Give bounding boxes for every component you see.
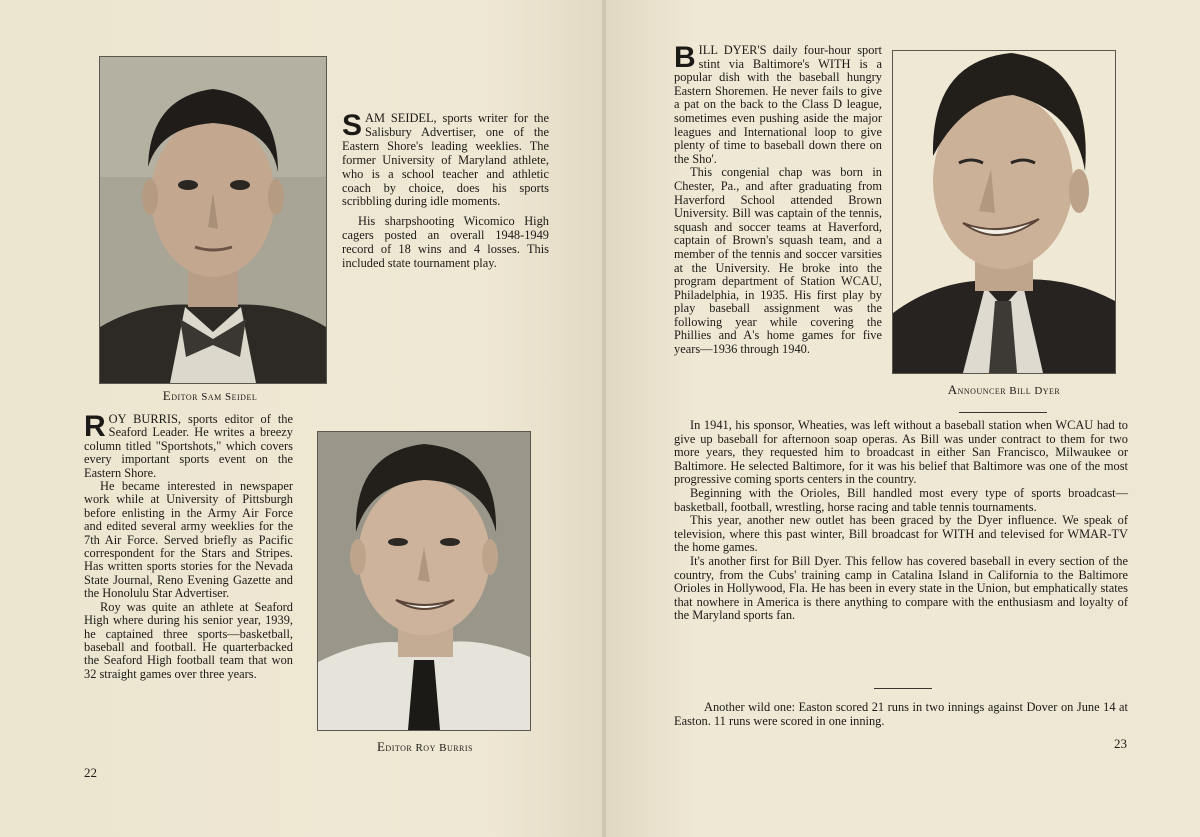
- caption-sam-seidel: Editor Sam Seidel: [162, 388, 258, 403]
- photo-roy-burris: [317, 431, 531, 731]
- dyer-para-3: In 1941, his sponsor, Wheaties, was left without a baseball station when WCAU had to give up baseball for afternoon soap operas. As Bill was under contract to them for two more years, they requested him to broadcast in either San Francisco, Milwaukee or Baltimore. He selected Baltimore, for it was his belief that Baltimore was one of the most progressive coming sports centers in the country.: [674, 418, 1128, 487]
- dyer-para-5: This year, another new outlet has been graced by the Dyer influence. We speak of television, where this past winter, Bill broadcast for WITH and televised for WMAR-TV the home games.: [674, 513, 1128, 555]
- section-rule: [874, 688, 932, 689]
- dyer-article-top: [674, 41, 882, 357]
- burris-para-3: Roy was quite an athlete at Seaford High where during his senior year, 1939, he captained three sports—basketball, baseball and football. He quarterbacked the Seaford High football team that won 32 straight games over three years.: [84, 599, 293, 681]
- seidel-para-1: AM SEIDEL, sports writer for the Salisbury Advertiser, one of the Eastern Shore's leading weeklies. The former University of Maryland athlete, who is a school teacher and athletic coach by choice, does his sports scribbling during idle moments.: [342, 111, 549, 209]
- dyer-para-4: Beginning with the Orioles, Bill handled most every type of sports broadcast—basketball, football, wrestling, horse racing and table tennis tournaments.: [674, 485, 1128, 514]
- caption-roy-burris: Editor Roy Burris: [376, 739, 474, 754]
- seidel-para-2: His sharpshooting Wicomico High cagers posted an overall 1948-1949 record of 18 wins and 4 losses. This included state tournament play.: [342, 214, 549, 271]
- dyer-para-6: It's another first for Bill Dyer. This fellow has covered baseball in every section of the country, from the Cubs' training camp in Catalina Island in California to the Baltimore Orioles in Hollywood, Fla. He has been in every state in the Union, but emphatically states that nowhere in America is there anything to compare with the enthusiasm and loyalty of the Maryland sports fan.: [674, 553, 1128, 623]
- footnote-easton: Another wild one: Easton scored 21 runs in two innings against Dover on June 14 at Easton. 11 runs were scored in one inning.: [674, 700, 1128, 728]
- dyer-para-2: This congenial chap was born in Chester, Pa., and after graduating from Haverford School attended Brown University. Bill was captain of the tennis, squash and soccer teams at Haverford, captain of Brown's squash team, and a member of the tennis and soccer varsities at the University. He broke into the program department of Station WCAU, Philadelphia, in 1935. His first play by play baseball assignment was the following year while covering the Phillies and A's home games for five years—1936 through 1940.: [674, 165, 882, 357]
- dropcap-s: S: [342, 109, 363, 142]
- caption-rule: [959, 412, 1047, 413]
- right-page: [606, 0, 1200, 837]
- burris-para-1: OY BURRIS, sports editor of the Seaford Leader. He writes a breezy column titled "Sportshots," which covers every important sports event on the Eastern Shore.: [84, 412, 293, 480]
- photo-sam-seidel: [99, 56, 327, 384]
- burris-para-2: He became interested in newspaper work while at University of Pittsburgh before enlisting in the Army Air Force and edited several army weeklies for the 7th Air Force. Served briefly as Pacific correspondent for the Stars and Stripes. Has written sports stories for the Nevada State Journal, Reno Evening Gazette and the Honolulu Star Advertiser.: [84, 479, 293, 601]
- page-number-left: 22: [84, 765, 97, 780]
- dyer-article-bottom: [674, 419, 1128, 623]
- dropcap-b: B: [674, 41, 696, 74]
- dropcap-r: R: [84, 410, 106, 443]
- burris-article: [84, 410, 293, 681]
- photo-bill-dyer: [892, 50, 1116, 374]
- page-number-right: 23: [1114, 736, 1127, 751]
- seidel-article: [342, 109, 549, 271]
- dyer-para-1: ILL DYER'S daily four-hour sport stint via Baltimore's WITH is a popular dish with the baseball hungry Eastern Shoremen. He never fails to give a pat on the back to the Class D league, sometimes even pushing aside the major leagues and International loop to give plenty of time to baseball down there on the Sho'.: [674, 43, 882, 166]
- caption-bill-dyer: Announcer Bill Dyer: [947, 382, 1061, 397]
